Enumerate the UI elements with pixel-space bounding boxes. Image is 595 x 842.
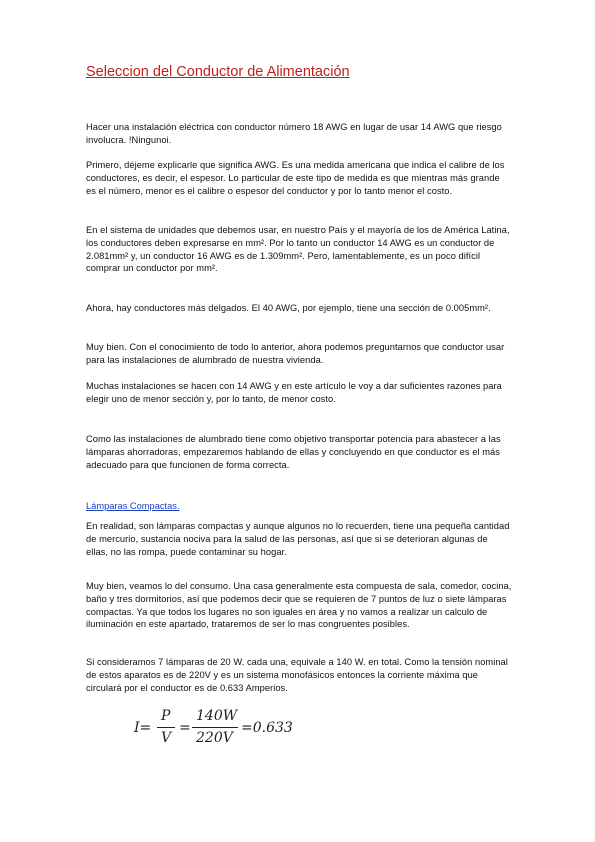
formula-result: =0.633	[241, 720, 293, 736]
paragraph-consumption: Muy bien, veamos lo del consumo. Una casa generalmente esta compuesta de sala, comedor, cocina, baño y tres dormitorios, así que podemos decir que se requieren de 7 puntos de luz o siete lámparas compactas. Ya que todos los lugares no son iguales en área y no vamos a realizar un calculo de iluminación en este apartado, trataremos de ser lo mas congruentes posibles.	[86, 581, 512, 630]
formula-equals: =	[179, 720, 191, 736]
section-link-lamparas-compactas[interactable]: Lámparas Compactas.	[86, 501, 180, 511]
current-formula	[134, 708, 304, 752]
paragraph-question: Muy bien. Con el conocimiento de todo lo anterior, ahora podemos preguntarnos que conductor usar para las instalaciones de alumbrado de nuestra vivienda.	[86, 342, 505, 365]
paragraph-current: Si consideramos 7 lámparas de 20 W. cada una, equivale a 140 W. en total. Como la tensión nominal de estos aparatos es de 220V y es un sistema monofásicos entonces la corriente máxima que circulará por el conductor es de 0.633 Amperios.	[86, 657, 508, 693]
formula-denominator-voltage: V	[161, 730, 172, 746]
paragraph-objective: Como las instalaciones de alumbrado tiene como objetivo transportar potencia para abastecer a las lámparas ahorradoras, empezaremos hablando de ellas y concluyendo en que conductor es el más adecuado para que funcionen de forma correcta.	[86, 434, 501, 470]
paragraph-thin-conductors: Ahora, hay conductores más delgados. El 40 AWG, por ejemplo, tiene una sección de 0.005mm².	[86, 303, 491, 313]
formula-denominator-volts: 220V	[196, 730, 233, 746]
formula-numerator-watts: 140W	[196, 708, 238, 724]
paragraph-units: En el sistema de unidades que debemos usar, en nuestro País y el mayoría de los de América Latina, los conductores deben expresarse en mm². Por lo tanto un conductor 14 AWG es un conductor de 2.081mm² y, un conductor 16 AWG es de 1.309mm². Pero, lamentablemente, es un poco difícil comprar un conductor por mm².	[86, 225, 510, 274]
paragraph-intro: Hacer una instalación eléctrica con conductor número 18 AWG en lugar de usar 14 AWG que riesgo involucra. !Ningunoi.	[86, 122, 502, 145]
formula-fraction-bar-2	[192, 727, 238, 728]
formula-lhs: I=	[134, 720, 152, 736]
formula-fraction-bar-1	[157, 727, 175, 728]
paragraph-reasons: Muchas instalaciones se hacen con 14 AWG y en este artículo le voy a dar suficientes razones para elegir uno de menor sección y, por lo tanto, de menor costo.	[86, 381, 502, 404]
paragraph-mercury: En realidad, son lámparas compactas y aunque algunos no lo recuerden, tiene una pequeña cantidad de mercurio, sustancia nociva para la salud de las personas, así que si se deterioran algunas de ellas, no las rompa, puede contaminar su hogar.	[86, 521, 510, 557]
formula-numerator-power: P	[161, 708, 171, 724]
page-title: Seleccion del Conductor de Alimentación	[86, 64, 350, 80]
paragraph-awg-definition: Primero, déjeme explicarle que significa AWG. Es una medida americana que indica el calibre de los conductores, es decir, el espesor. Lo particular de este tipo de medida es que mientras más grande es el número, menor es el calibre o espesor del conductor y por lo tanto menor el costo.	[86, 160, 505, 196]
